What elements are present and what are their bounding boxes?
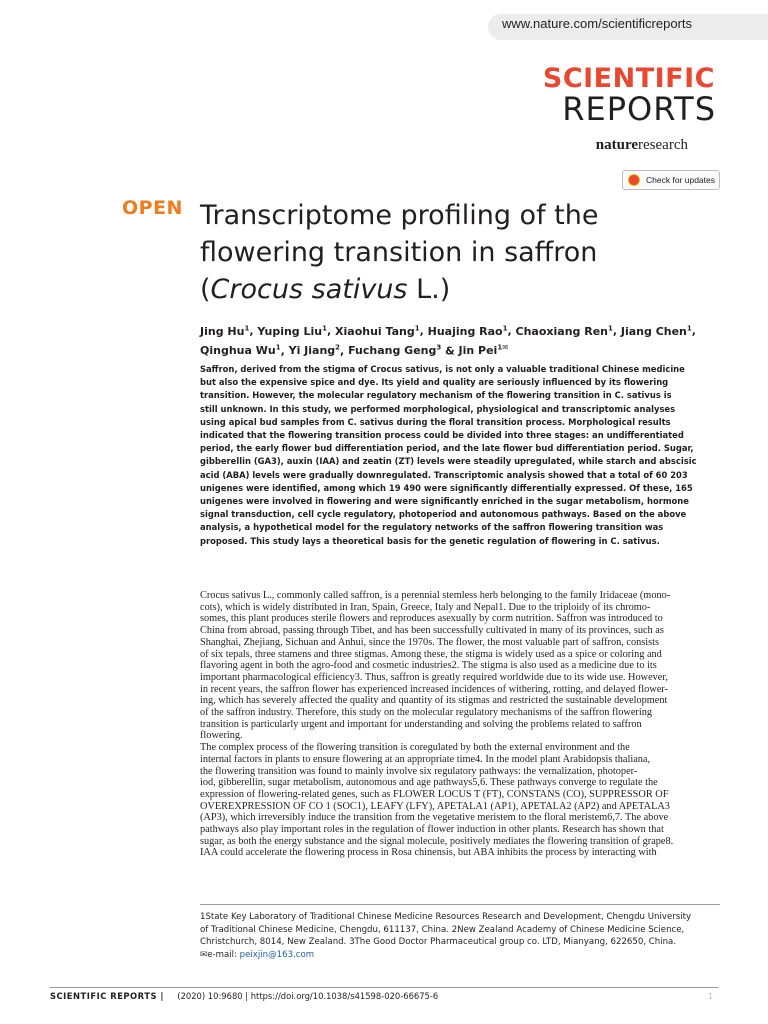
- abstract-line: using apical bud samples from C. sativus during the floral transition process. Morphological results: [200, 416, 671, 427]
- affiliation-line: of Traditional Chinese Medicine, Chengdu, 611137, China. 2New Zealand Academy of Chinese Medicine Science,: [200, 924, 685, 935]
- page-number: 1: [708, 992, 714, 1001]
- publisher-logo: [596, 137, 688, 154]
- email-line: [200, 949, 720, 962]
- body-line: transition is particularly urgent and important for understanding and solving the problems related to saffron: [200, 718, 642, 730]
- abstract-line: unigenes were identified, among which 19 490 were significantly differentially expressed. Of these, 165: [200, 482, 693, 493]
- author-affiliation-mark: 1: [244, 324, 250, 332]
- footer-journal: SCIENTIFIC REPORTS |: [50, 991, 164, 1001]
- affiliation-divider: [200, 904, 720, 905]
- author-name: Yuping Liu: [257, 324, 323, 338]
- author-affiliation-mark: 1: [414, 324, 420, 332]
- affiliations: [200, 911, 720, 961]
- author-affiliation-mark: 1: [322, 324, 327, 332]
- abstract-line: transition. However, the molecular regulatory mechanism of the flowering transition in C. sativus is: [200, 390, 672, 401]
- author-affiliation-mark: 1✉: [497, 343, 509, 352]
- body-line: cots), which is widely distributed in Iran, Spain, Greece, Italy and Nepal1. Due to the triploidy of its chromo-: [200, 601, 651, 613]
- body-line: IAA could accelerate the flowering process in Rosa chinensis, but ABA inhibits the process by interacting with: [200, 847, 657, 859]
- body-line: flowering.: [200, 730, 243, 742]
- abstract-line: unigenes were involved in flowering and were significantly enriched in the sugar metabolism, hormone: [200, 496, 689, 507]
- body-line: important pharmacological efficiency3. Thus, saffron is greatly required worldwide due to its wide use. However,: [200, 671, 668, 683]
- affiliation-line: 1State Key Laboratory of Traditional Chinese Medicine Resources Research and Development, Chengdu University: [200, 912, 692, 922]
- author-name: Jing Hu: [200, 324, 245, 338]
- body-line: iod, gibberellin, sugar metabolism, autonomous and age pathways5,6. These pathways converge to regulate the: [200, 777, 658, 789]
- publisher-rest: research: [638, 137, 688, 153]
- journal-logo-top: SCIENTIFIC: [542, 63, 715, 94]
- author-affiliation-mark: 1: [686, 324, 692, 332]
- body-line: somes, this plant produces sterile flowers and reproduces asexually by corm nutrition. Saffron was introduced to: [200, 613, 663, 625]
- body-line: flavoring agent in both the agro-food and cosmetic industries2. The stigma is also used as a medicine due to its: [200, 660, 657, 672]
- abstract-line: indicated that the flowering transition process could be divided into three stages: an undifferentiated: [200, 430, 684, 441]
- abstract-line: signal transduction, cell cycle regulatory, photoperiod and autonomous pathways. Based on the above: [200, 509, 687, 520]
- check-for-updates-button[interactable]: [622, 170, 720, 190]
- abstract: [200, 363, 720, 548]
- author-name: Huajing Rao: [427, 324, 503, 338]
- title-line: Transcriptome profiling of the: [200, 200, 599, 231]
- body-line: pathways also play important roles in the regulation of flower induction in other plants. Research has shown that: [200, 824, 664, 836]
- abstract-line: proposed. This study lays a theoretical basis for the genetic regulation of flowering in C. sativus.: [200, 535, 660, 546]
- article-title: [200, 197, 720, 308]
- body-text: [200, 590, 720, 859]
- email-label: ✉e-mail:: [200, 949, 240, 960]
- title-paren-close: L.): [407, 274, 451, 305]
- author-name: Fuchang Geng: [348, 344, 437, 358]
- body-line: China from abroad, passing through Tibet, and has been successfully cultivated in many of its provinces, such as: [200, 625, 664, 637]
- author-affiliation-mark: 1: [502, 324, 508, 332]
- check-updates-label: Check for updates: [646, 175, 715, 185]
- author-list: Jing Hu$^1$, Yuping Liu$^1$, Xiaohui Tang$^1$, Huajing Rao$^1$, Chaoxiang Ren$^1$, Jiang Chen$^1$, Qinghua Wu$^1$, Yi Jiang$^2$, Fuchang Geng$^3$ & Jin Pei$^{1✉}$: [200, 324, 696, 358]
- body-line: OVEREXPRESSION OF CO 1 (SOC1), LEAFY (LFY), APETALA1 (AP1), APETALA2 (AP2) and APETALA3: [200, 800, 670, 812]
- abstract-line: Saffron, derived from the stigma of Crocus sativus, is not only a valuable traditional Chinese medicine: [200, 364, 685, 374]
- title-species: Crocus sativus: [210, 274, 408, 305]
- author[interactable]: [621, 325, 692, 338]
- author[interactable]: [335, 325, 420, 338]
- body-line: expression of flowering-related genes, such as FLOWER LOCUS T (FT), CONSTANS (CO), SUPPRESSOR OF: [200, 788, 669, 800]
- journal-url[interactable]: www.nature.com/scientificreports: [502, 16, 693, 31]
- author[interactable]: [200, 325, 249, 338]
- abstract-line: gibberellin (GA3), auxin (IAA) and zeatin (ZT) levels were steadily upregulated, while starch and abscisic: [200, 456, 697, 467]
- author-name: Jiang Chen: [620, 324, 687, 338]
- footer-divider: [50, 987, 718, 988]
- email-link[interactable]: peixjin@163.com: [239, 949, 315, 960]
- author[interactable]: [428, 325, 508, 338]
- author[interactable]: [257, 325, 327, 338]
- title-line: [200, 271, 720, 308]
- body-line: The complex process of the flowering transition is coregulated by both the external environment and the: [200, 742, 630, 754]
- title-line: flowering transition in saffron: [200, 237, 598, 268]
- body-line: (AP3), which irreversibly induce the transition from the vegetative meristem to the floral meristem6,7. The above: [200, 812, 669, 824]
- body-line: Crocus sativus L., commonly called saffron, is a perennial stemless herb belonging to the family Iridaceae (mono-: [200, 590, 671, 601]
- body-line: of the saffron industry. Therefore, this study on the molecular regulatory mechanisms of the saffron flowering: [200, 707, 652, 719]
- author[interactable]: [459, 344, 509, 357]
- abstract-line: analysis, a hypothetical model for the regulatory networks of the saffron flowering transition was: [200, 522, 664, 533]
- author-affiliation-mark: 3: [436, 343, 442, 352]
- title-paren-open: (: [200, 274, 211, 305]
- abstract-line: but also the expensive spice and dye. Its yield and quality are seriously influenced by its flowering: [200, 377, 669, 388]
- author-name: Qinghua Wu: [200, 344, 276, 358]
- author-affiliation-mark: 1: [607, 324, 613, 332]
- footer: [50, 991, 438, 1001]
- abstract-line: acid (ABA) levels were gradually downregulated. Transcriptomic analysis showed that a total of 60 203: [200, 469, 688, 480]
- publisher-bold: nature: [595, 137, 639, 153]
- body-line: internal factors in plants to ensure flowering at an appropriate time4. In the model plant Arabidopsis thaliana,: [200, 753, 651, 765]
- open-access-label: OPEN: [122, 197, 183, 219]
- author-name: Jin Pei: [458, 344, 498, 358]
- author-name: Xiaohui Tang: [335, 324, 415, 338]
- affiliation-line: Christchurch, 8014, New Zealand. 3The Good Doctor Pharmaceutical group co. LTD, Mianyang, 622650, China.: [200, 937, 677, 947]
- author[interactable]: [516, 325, 613, 338]
- abstract-line: still unknown. In this study, we performed morphological, physiological and transcriptomic analyses: [200, 403, 676, 414]
- author-name: Chaoxiang Ren: [515, 324, 608, 338]
- check-updates-icon: [628, 174, 640, 186]
- body-line: sugar, as both the energy substance and the signal molecule, positively mediates the flowering transition of grape8.: [200, 835, 674, 847]
- body-line: of six tepals, three stamens and three stigmas. Among these, the stigma is widely used as a spice or coloring and: [200, 648, 662, 660]
- author-affiliation-mark: 1: [275, 343, 281, 352]
- author[interactable]: [289, 344, 340, 357]
- abstract-line: period, the early flower bud differentiation period, and the late flower bud differentiation period. Sugar,: [200, 443, 694, 454]
- footer-citation[interactable]: (2020) 10:9680 | https://doi.org/10.1038/s41598-020-66675-6: [177, 991, 439, 1001]
- body-line: Shanghai, Zhejiang, Sichuan and Anhui, since the 1970s. The flower, the most valuable part of saffron, consists: [200, 636, 660, 648]
- author-name: Yi Jiang: [288, 344, 336, 358]
- body-line: in recent years, the saffron flower has experienced increased incidences of withering, rotting, and delayed flower-: [200, 683, 668, 695]
- body-line: the flowering transition was found to mainly involve six regulatory pathways: the vernalization, photoper-: [200, 765, 638, 777]
- author-affiliation-mark: 2: [335, 343, 341, 352]
- author[interactable]: [200, 344, 281, 357]
- journal-logo-bottom: REPORTS: [562, 90, 716, 128]
- author[interactable]: [348, 344, 441, 357]
- body-line: ing, which has severely affected the quality and quantity of its stigmas and restricted the sustainable development: [200, 695, 668, 707]
